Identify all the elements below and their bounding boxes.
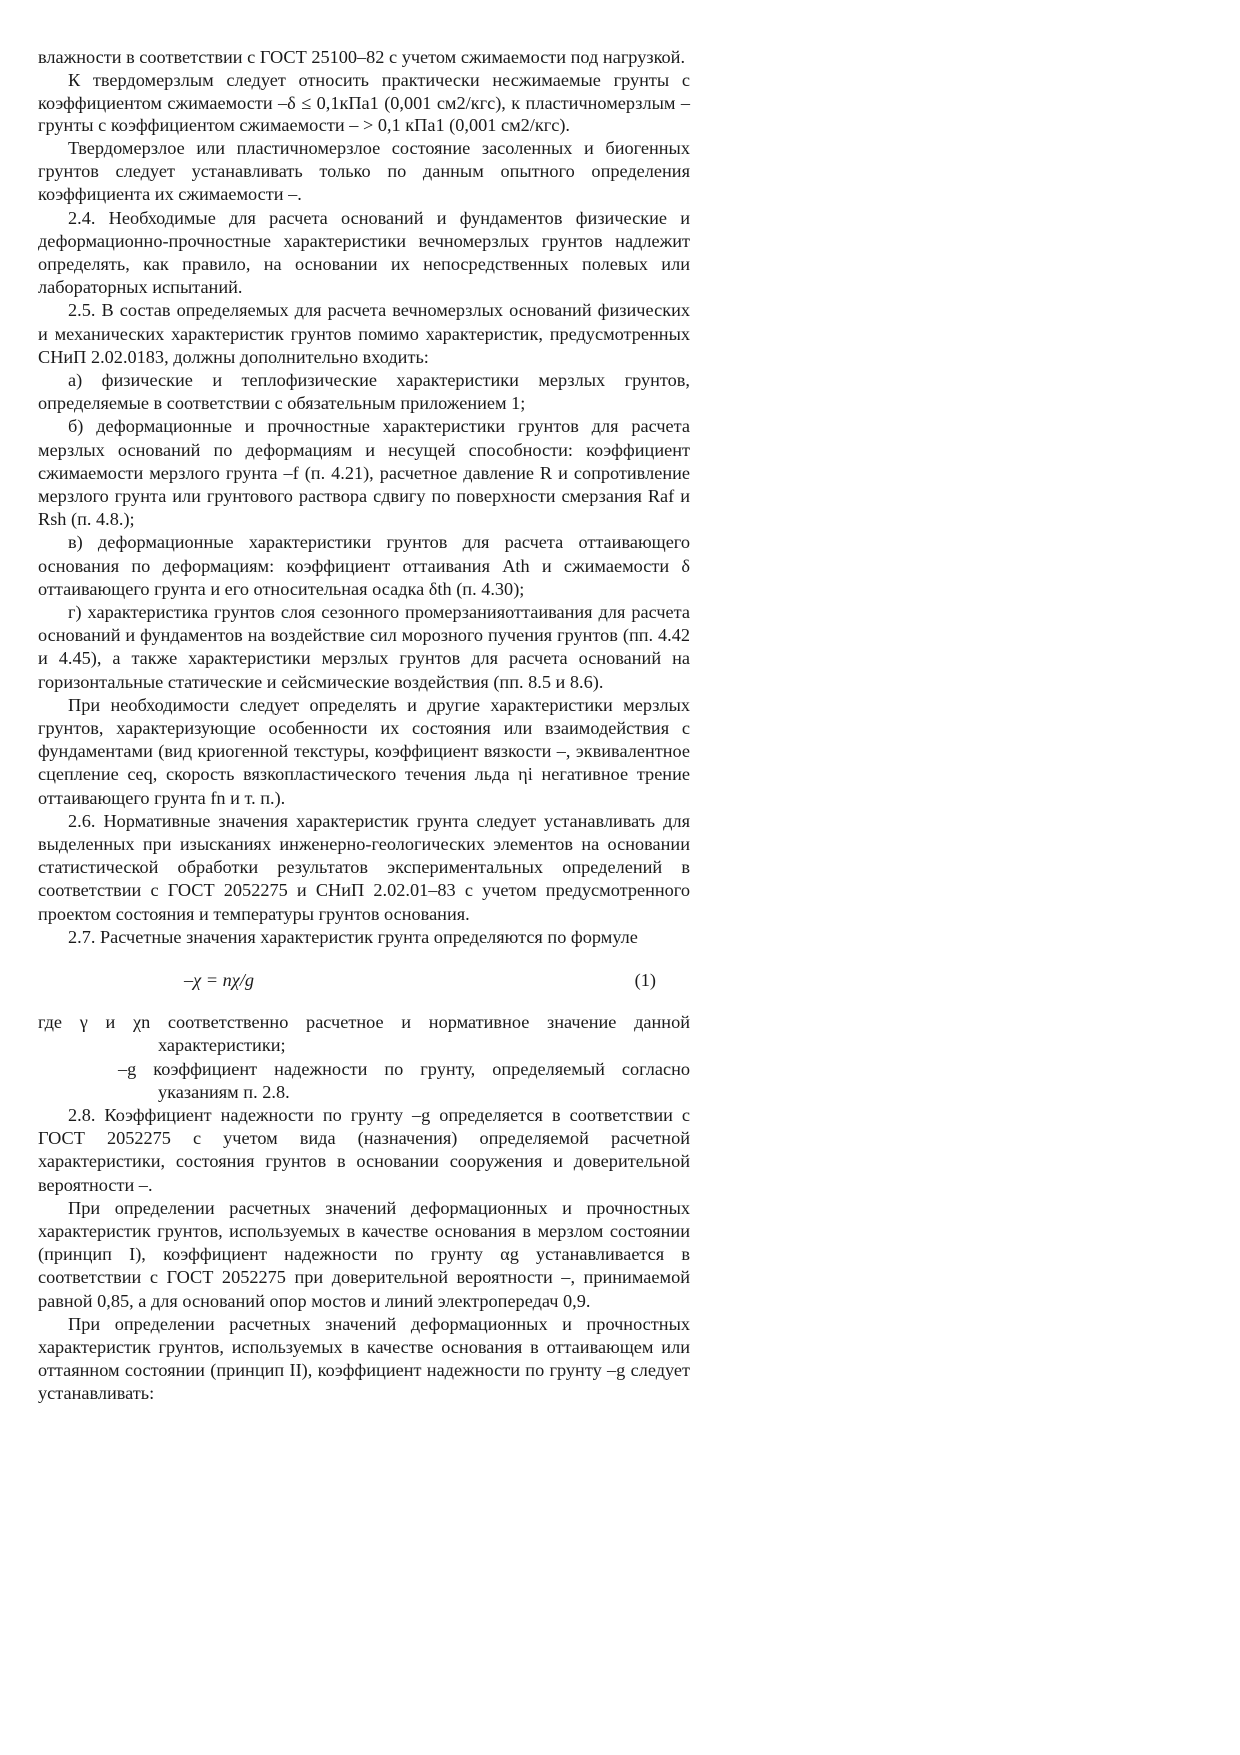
paragraph: Твердомерзлое или пластичномерзлое состояние засоленных и биогенных грунтов следует устанавливать только по данным опытного определения коэффициента их сжимаемости –. [38, 137, 690, 205]
formula-definition: –g коэффициент надежности по грунту, определяемый согласно указаниям п. 2.8. [118, 1058, 690, 1102]
paragraph: 2.7. Расчетные значения характеристик грунта определяются по формуле [68, 926, 638, 947]
paragraph: 2.5. В состав определяемых для расчета вечномерзлых оснований физических и механических характеристик грунтов помимо характеристик, предусмотренных СНиП 2.02.0183, должны дополнительно входить: [38, 300, 690, 367]
paragraph: 2.6. Нормативные значения характеристик грунта следует устанавливать для выделенных при изысканиях инженерно-геологических элементов на основании статистической обработки результатов экспериментальных определений в соответствии с ГОСТ 2052275 и СНиП 2.02.01–83 с учетом предусмотренного проектом состояния и температуры грунтов основания. [38, 810, 690, 924]
formula-number: (1) [634, 970, 656, 991]
paragraph: влажности в соответствии с ГОСТ 25100–82 с учетом сжимаемости под нагрузкой. [38, 47, 686, 67]
document-page [38, 46, 690, 1406]
paragraph: б) деформационные и прочностные характеристики грунтов для расчета мерзлых оснований по деформациям и несущей способности: коэффициент сжимаемости мерзлого грунта –f (п. 4.21), расчетное давление R и сопротивление мерзлого грунта или грунтового раствора сдвигу по поверхности смерзания Raf и Rsh (п. 4.8.); [38, 416, 690, 530]
paragraph: К твердомерзлым следует относить практически несжимаемые грунты с коэффициентом сжимаемости –δ ≤ 0,1кПа1 (0,001 см2/кгс), к пластичномерзлым – грунты с коэффициентом сжимаемости – > 0,1 кПа1 (0,001 см2/кгс). [38, 70, 690, 136]
formula-expression: –χ = nχ/g [184, 970, 255, 991]
paragraph: При определении расчетных значений деформационных и прочностных характеристик грунтов, используемых в качестве основания в мерзлом состоянии (принцип I), коэффициент надежности по грунту αg устанавливается в соответствии с ГОСТ 2052275 при доверительной вероятности –, принимаемой равной 0,85, а для оснований опор мостов и линий электропередач 0,9. [38, 1197, 690, 1311]
paragraph: 2.8. Коэффициент надежности по грунту –g определяется в соответствии с ГОСТ 2052275 с учетом вида (назначения) определяемой расчетной характеристики, состояния грунтов в основании сооружения и доверительной вероятности –. [38, 1104, 690, 1195]
paragraph: При необходимости следует определять и другие характеристики мерзлых грунтов, характеризующие особенности их состояния или взаимодействия с фундаментами (вид криогенной текстуры, коэффициент вязкости –, эквивалентное сцепление ceq, скорость вязкопластического течения льда ηi негативное трение оттаивающего грунта fn и т. п.). [38, 694, 690, 808]
paragraph: 2.4. Необходимые для расчета оснований и фундаментов физические и деформационно-прочностные характеристики вечномерзлых грунтов надлежит определять, как правило, на основании их непосредственных полевых или лабораторных испытаний. [38, 207, 690, 298]
paragraph: При определении расчетных значений деформационных и прочностных характеристик грунтов, используемых в качестве основания в оттаивающем или оттаянном состоянии (принцип II), коэффициент надежности по грунту –g следует устанавливать: [38, 1313, 690, 1404]
paragraph: г) характеристика грунтов слоя сезонного промерзанияоттаивания для расчета оснований и фундаментов на воздействие сил морозного пучения грунтов (пп. 4.42 и 4.45), а также характеристики мерзлых грунтов для расчета оснований на горизонтальные статические и сейсмические воздействия (пп. 8.5 и 8.6). [38, 602, 690, 692]
formula-block [38, 959, 690, 1005]
paragraph: а) физические и теплофизические характеристики мерзлых грунтов, определяемые в соответствии с обязательным приложением 1; [38, 370, 690, 414]
formula-definition: где γ и χn соответственно расчетное и нормативное значение данной характеристики; [38, 1012, 690, 1056]
paragraph: в) деформационные характеристики грунтов для расчета оттаивающего основания по деформациям: коэффициент оттаивания Ath и сжимаемости δ оттаивающего грунта и его относительная осадка δth (п. 4.30); [38, 532, 690, 599]
